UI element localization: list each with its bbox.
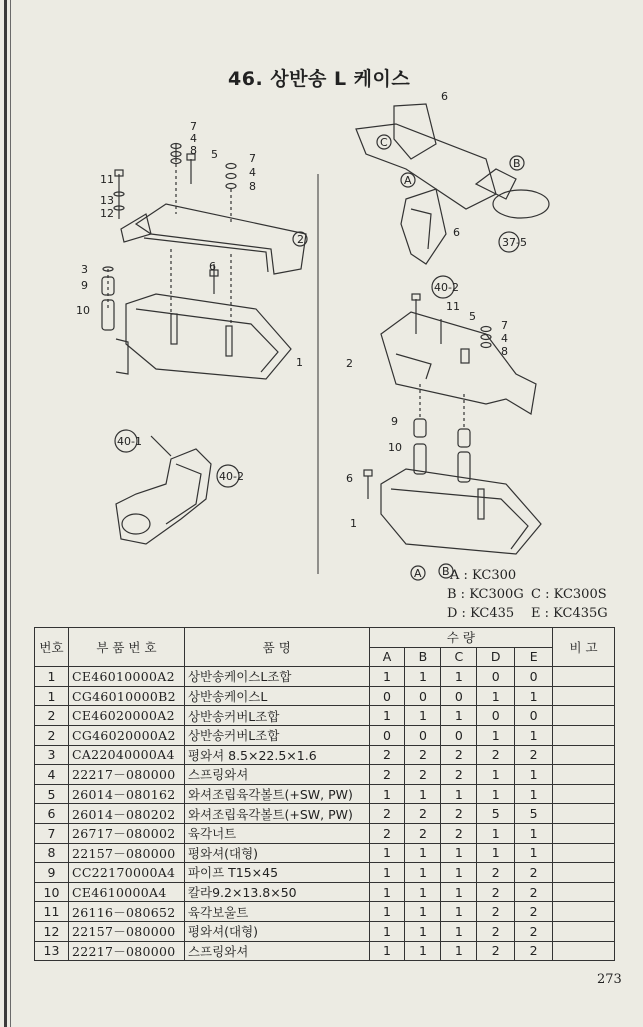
table-row: [35, 686, 615, 706]
remark-cell: [553, 725, 615, 745]
svg-text:4: 4: [501, 332, 508, 345]
quantity-cell: 2: [515, 745, 553, 765]
quantity-cell: 1: [369, 784, 405, 804]
part-name: 평와셔 8.5×22.5×1.6: [184, 745, 369, 765]
table-row: [35, 725, 615, 745]
row-number: 4: [35, 765, 69, 785]
quantity-cell: 1: [477, 765, 515, 785]
svg-text:A: A: [404, 174, 412, 187]
part-number: 26717－080002: [68, 823, 184, 843]
remark-cell: [553, 765, 615, 785]
table-row: [35, 804, 615, 824]
quantity-cell: 1: [405, 921, 441, 941]
quantity-cell: 2: [515, 941, 553, 961]
remark-cell: [553, 941, 615, 961]
quantity-cell: 1: [441, 941, 477, 961]
quantity-cell: 0: [515, 706, 553, 726]
quantity-cell: 1: [477, 686, 515, 706]
quantity-cell: 1: [369, 863, 405, 883]
quantity-cell: 1: [441, 882, 477, 902]
row-number: 10: [35, 882, 69, 902]
quantity-cell: 0: [515, 667, 553, 687]
header-col-a: A: [369, 647, 405, 667]
part-name: 평와셔(대형): [184, 921, 369, 941]
part-number: CE4610000A4: [68, 882, 184, 902]
header-col-c: C: [441, 647, 477, 667]
row-number: 11: [35, 902, 69, 922]
svg-text:13: 13: [100, 194, 114, 207]
remark-cell: [553, 843, 615, 863]
parts-table: [34, 627, 615, 961]
quantity-cell: 1: [369, 882, 405, 902]
quantity-cell: 1: [477, 843, 515, 863]
svg-text:10: 10: [388, 441, 402, 454]
part-name: 스프링와셔: [184, 941, 369, 961]
quantity-cell: 1: [441, 706, 477, 726]
remark-cell: [553, 784, 615, 804]
remark-cell: [553, 863, 615, 883]
header-remark: 비 고: [553, 628, 615, 667]
header-col-e: E: [515, 647, 553, 667]
svg-text:A: A: [414, 567, 422, 580]
part-name: 상반송커버L조합: [184, 725, 369, 745]
part-number: CC22170000A4: [68, 863, 184, 883]
table-row: [35, 882, 615, 902]
svg-text:3: 3: [81, 263, 88, 276]
quantity-cell: 2: [441, 745, 477, 765]
quantity-cell: 1: [405, 706, 441, 726]
quantity-cell: 2: [515, 902, 553, 922]
quantity-cell: 1: [405, 843, 441, 863]
svg-text:40-2: 40-2: [434, 281, 459, 294]
quantity-cell: 2: [441, 804, 477, 824]
part-name: 상반송케이스L: [184, 686, 369, 706]
quantity-cell: 2: [515, 863, 553, 883]
quantity-cell: 0: [477, 667, 515, 687]
quantity-cell: 1: [477, 823, 515, 843]
remark-cell: [553, 706, 615, 726]
table-row: [35, 823, 615, 843]
remark-cell: [553, 823, 615, 843]
header-col-b: B: [405, 647, 441, 667]
header-no: 번호: [35, 628, 69, 667]
quantity-cell: 1: [369, 902, 405, 922]
remark-cell: [553, 882, 615, 902]
part-number: 26116－080652: [68, 902, 184, 922]
quantity-cell: 2: [477, 941, 515, 961]
quantity-cell: 0: [477, 706, 515, 726]
part-name: 평와셔(대형): [184, 843, 369, 863]
svg-text:B: B: [442, 565, 450, 578]
remark-cell: [553, 804, 615, 824]
quantity-cell: 2: [369, 745, 405, 765]
remark-cell: [553, 745, 615, 765]
model-b: B : KC300G: [447, 587, 524, 602]
part-number: CE46010000A2: [68, 667, 184, 687]
svg-text:6: 6: [209, 260, 216, 273]
row-number: 8: [35, 843, 69, 863]
quantity-cell: 1: [369, 706, 405, 726]
quantity-cell: 2: [405, 823, 441, 843]
quantity-cell: 1: [515, 823, 553, 843]
quantity-cell: 2: [405, 745, 441, 765]
part-number: CG46020000A2: [68, 725, 184, 745]
svg-text:40-1: 40-1: [117, 435, 142, 448]
part-number: CE46020000A2: [68, 706, 184, 726]
model-a: A : KC300: [450, 568, 517, 583]
row-number: 7: [35, 823, 69, 843]
table-row: [35, 765, 615, 785]
quantity-cell: 5: [515, 804, 553, 824]
remark-cell: [553, 921, 615, 941]
svg-text:9: 9: [391, 415, 398, 428]
quantity-cell: 1: [441, 902, 477, 922]
quantity-cell: 0: [441, 686, 477, 706]
quantity-cell: 1: [441, 843, 477, 863]
model-e: E : KC435G: [531, 606, 608, 621]
table-row: [35, 941, 615, 961]
quantity-cell: 1: [477, 725, 515, 745]
quantity-cell: 1: [441, 921, 477, 941]
quantity-cell: 1: [405, 784, 441, 804]
part-name: 와셔조립육각볼트(+SW, PW): [184, 804, 369, 824]
quantity-cell: 2: [515, 921, 553, 941]
svg-text:5: 5: [469, 310, 476, 323]
row-number: 2: [35, 725, 69, 745]
part-number: 22157－080000: [68, 921, 184, 941]
remark-cell: [553, 686, 615, 706]
model-c: C : KC300S: [531, 587, 607, 602]
exploded-parts-diagram: [16, 84, 628, 584]
quantity-cell: 1: [405, 902, 441, 922]
quantity-cell: 1: [477, 784, 515, 804]
quantity-cell: 1: [515, 686, 553, 706]
svg-text:10: 10: [76, 304, 90, 317]
quantity-cell: 2: [477, 745, 515, 765]
part-number: CA22040000A4: [68, 745, 184, 765]
quantity-cell: 2: [477, 882, 515, 902]
quantity-cell: 2: [405, 804, 441, 824]
page-number: 273: [597, 972, 622, 987]
svg-text:9: 9: [81, 279, 88, 292]
quantity-cell: 1: [369, 921, 405, 941]
table-row: [35, 784, 615, 804]
svg-text:C: C: [380, 136, 388, 149]
quantity-cell: 1: [515, 765, 553, 785]
part-number: 22157－080000: [68, 843, 184, 863]
row-number: 1: [35, 686, 69, 706]
svg-text:11: 11: [446, 300, 460, 313]
part-name: 상반송커버L조합: [184, 706, 369, 726]
quantity-cell: 1: [441, 784, 477, 804]
remark-cell: [553, 667, 615, 687]
svg-text:6: 6: [346, 472, 353, 485]
svg-text:4: 4: [249, 166, 256, 179]
quantity-cell: 1: [515, 843, 553, 863]
table-row: [35, 902, 615, 922]
quantity-cell: 2: [405, 765, 441, 785]
quantity-cell: 1: [369, 667, 405, 687]
header-part-number: 부 품 번 호: [68, 628, 184, 667]
quantity-cell: 0: [441, 725, 477, 745]
svg-text:7: 7: [501, 319, 508, 332]
part-name: 와셔조립육각볼트(+SW, PW): [184, 784, 369, 804]
quantity-cell: 1: [405, 882, 441, 902]
remark-cell: [553, 902, 615, 922]
table-row: [35, 667, 615, 687]
svg-text:6: 6: [441, 90, 448, 103]
svg-text:1: 1: [296, 356, 303, 369]
quantity-cell: 1: [369, 941, 405, 961]
model-legend: [447, 566, 608, 623]
svg-text:8: 8: [249, 180, 256, 193]
table-row: [35, 706, 615, 726]
part-number: 26014－080202: [68, 804, 184, 824]
quantity-cell: 1: [405, 941, 441, 961]
part-number: 22217－080000: [68, 765, 184, 785]
quantity-cell: 1: [369, 843, 405, 863]
svg-text:40-2: 40-2: [219, 470, 244, 483]
quantity-cell: 1: [515, 725, 553, 745]
quantity-cell: 2: [477, 921, 515, 941]
part-name: 파이프 T15×45: [184, 863, 369, 883]
part-name: 상반송케이스L조합: [184, 667, 369, 687]
svg-text:8: 8: [501, 345, 508, 358]
svg-text:6: 6: [453, 226, 460, 239]
table-row: [35, 843, 615, 863]
part-name: 칼라9.2×13.8×50: [184, 882, 369, 902]
quantity-cell: 2: [369, 823, 405, 843]
row-number: 5: [35, 784, 69, 804]
row-number: 3: [35, 745, 69, 765]
quantity-cell: 2: [441, 765, 477, 785]
svg-text:37-5: 37-5: [502, 236, 527, 249]
quantity-cell: 2: [477, 863, 515, 883]
quantity-cell: 2: [515, 882, 553, 902]
row-number: 6: [35, 804, 69, 824]
quantity-cell: 1: [441, 863, 477, 883]
svg-text:1: 1: [350, 517, 357, 530]
model-d: D : KC435: [447, 606, 515, 621]
quantity-cell: 0: [405, 686, 441, 706]
part-name: 스프링와셔: [184, 765, 369, 785]
page-title: 46. 상반송 L 케이스: [228, 68, 411, 90]
svg-text:5: 5: [211, 148, 218, 161]
table-row: [35, 745, 615, 765]
svg-text:8: 8: [190, 144, 197, 157]
svg-text:7: 7: [249, 152, 256, 165]
callout-7: 7: [190, 120, 197, 133]
row-number: 2: [35, 706, 69, 726]
svg-text:B: B: [513, 157, 521, 170]
quantity-cell: 1: [515, 784, 553, 804]
row-number: 1: [35, 667, 69, 687]
quantity-cell: 2: [369, 765, 405, 785]
part-name: 육각너트: [184, 823, 369, 843]
svg-text:4: 4: [190, 132, 197, 145]
quantity-cell: 2: [369, 804, 405, 824]
row-number: 9: [35, 863, 69, 883]
quantity-cell: 1: [405, 863, 441, 883]
quantity-cell: 1: [405, 667, 441, 687]
header-col-d: D: [477, 647, 515, 667]
part-number: 26014－080162: [68, 784, 184, 804]
svg-text:11: 11: [100, 173, 114, 186]
svg-text:2: 2: [297, 233, 304, 246]
part-name: 육각보울트: [184, 902, 369, 922]
header-quantity: 수 량: [369, 628, 553, 648]
quantity-cell: 0: [369, 725, 405, 745]
row-number: 13: [35, 941, 69, 961]
quantity-cell: 2: [441, 823, 477, 843]
table-row: [35, 863, 615, 883]
part-number: CG46010000B2: [68, 686, 184, 706]
row-number: 12: [35, 921, 69, 941]
page-binding-edge: [0, 0, 14, 1027]
header-part-name: 품 명: [184, 628, 369, 667]
svg-text:12: 12: [100, 207, 114, 220]
quantity-cell: 1: [441, 667, 477, 687]
svg-text:2: 2: [346, 357, 353, 370]
table-row: [35, 921, 615, 941]
quantity-cell: 5: [477, 804, 515, 824]
part-number: 22217－080000: [68, 941, 184, 961]
quantity-cell: 2: [477, 902, 515, 922]
quantity-cell: 0: [405, 725, 441, 745]
quantity-cell: 0: [369, 686, 405, 706]
